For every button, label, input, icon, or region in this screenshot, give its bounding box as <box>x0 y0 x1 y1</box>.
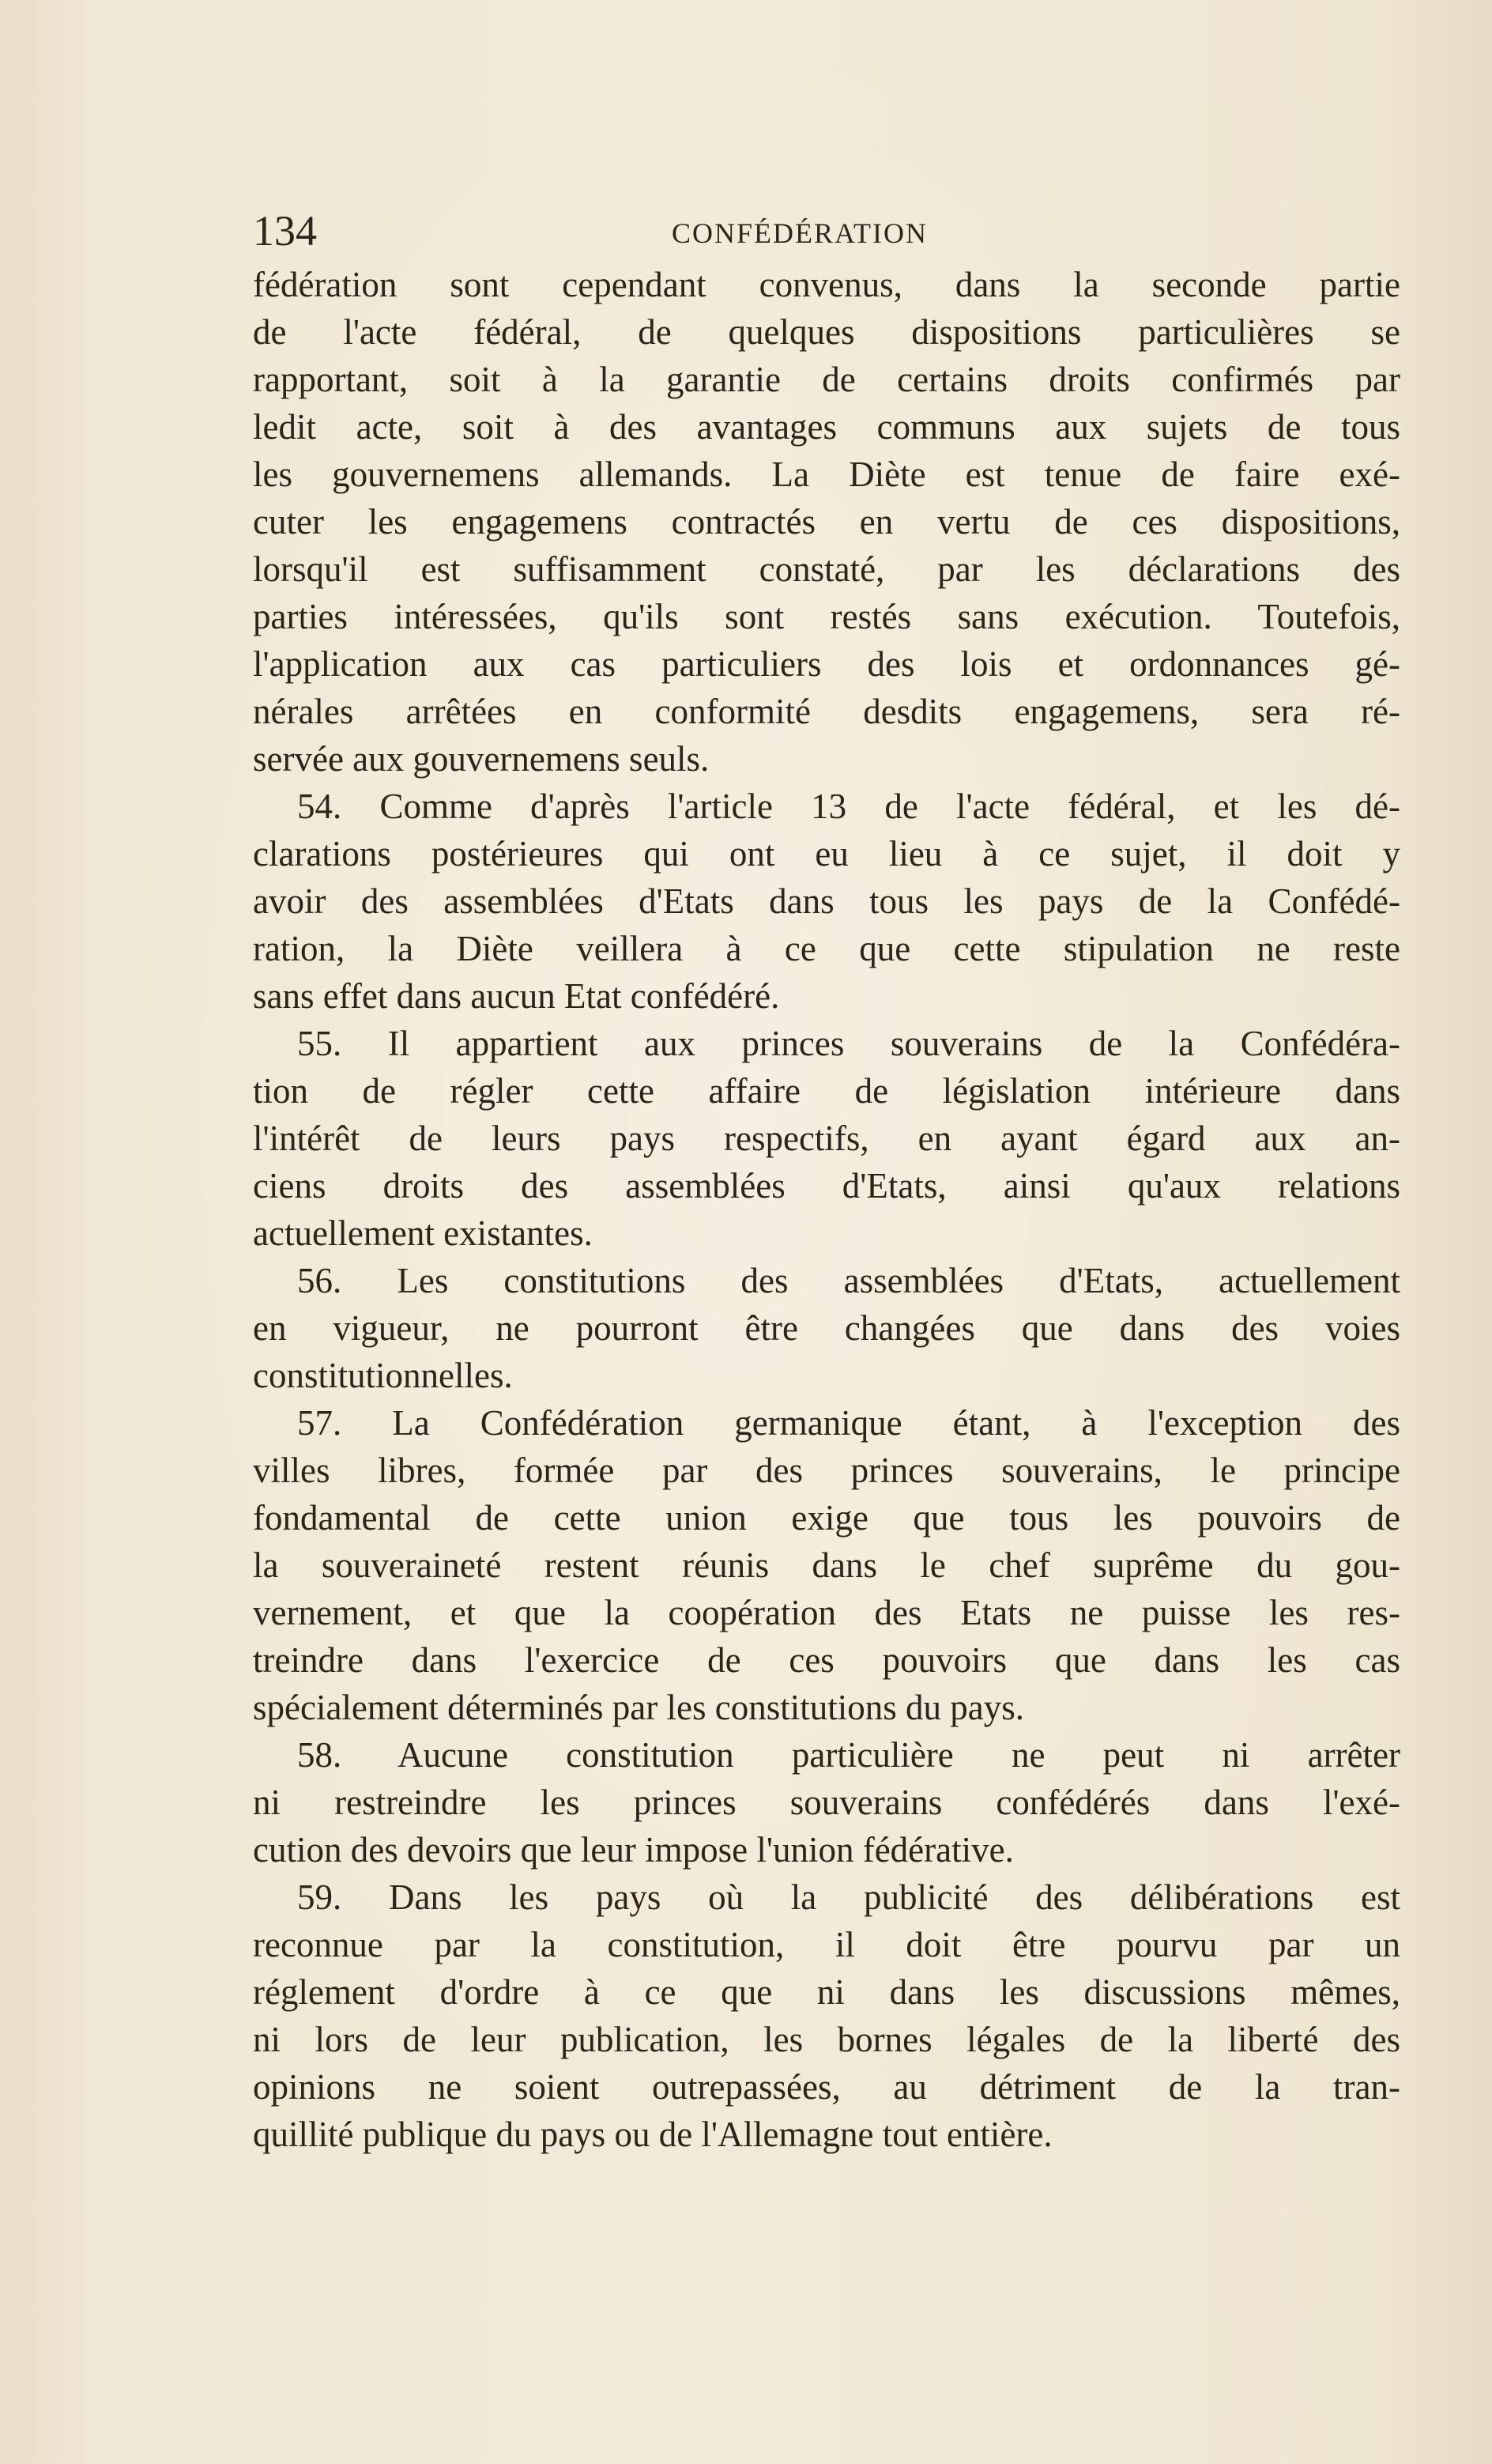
text-line: 58. Aucune constitution particulière ne peut ni arrêter <box>297 1735 1400 1775</box>
text-line: sans effet dans aucun Etat confédéré. <box>253 976 780 1016</box>
text-line: cuter les engagemens contractés en vertu de ces dispositions, <box>253 502 1400 541</box>
text-line: actuellement existantes. <box>253 1213 593 1253</box>
text-line: l'intérêt de leurs pays respectifs, en ayant égard aux an- <box>253 1119 1400 1158</box>
text-line: nérales arrêtées en conformité desdits engagemens, sera ré- <box>253 692 1400 731</box>
text-line: en vigueur, ne pourront être changées que dans des voies <box>253 1308 1400 1348</box>
body-text <box>253 261 1400 2158</box>
article-58 <box>253 1731 1400 1873</box>
text-line: tion de régler cette affaire de législation intérieure dans <box>253 1071 1400 1111</box>
text-line: rapportant, soit à la garantie de certains droits confirmés par <box>253 360 1400 399</box>
text-line: fondamental de cette union exige que tous les pouvoirs de <box>253 1498 1400 1538</box>
text-line: l'application aux cas particuliers des lois et ordonnances gé- <box>253 644 1400 684</box>
text-line: 57. La Confédération germanique étant, à l'exception des <box>297 1403 1400 1443</box>
text-line: 54. Comme d'après l'article 13 de l'acte fédéral, et les dé- <box>297 787 1400 826</box>
article-57 <box>253 1399 1400 1731</box>
text-line: ledit acte, soit à des avantages communs aux sujets de tous <box>253 407 1400 447</box>
text-line: vernement, et que la coopération des Etats ne puisse les res- <box>253 1593 1400 1632</box>
article-55 <box>253 1020 1400 1257</box>
text-line: ni restreindre les princes souverains confédérés dans l'exé- <box>253 1783 1400 1822</box>
text-line: servée aux gouvernemens seuls. <box>253 739 710 779</box>
text-line: quillité publique du pays ou de l'Allemagne tout entière. <box>253 2115 1053 2154</box>
text-line: constitutionnelles. <box>253 1356 513 1395</box>
article-54 <box>253 783 1400 1020</box>
text-line: réglement d'ordre à ce que ni dans les discussions mêmes, <box>253 1972 1400 2012</box>
text-line: opinions ne soient outrepassées, au détriment de la tran- <box>253 2067 1400 2107</box>
text-line: 55. Il appartient aux princes souverains de la Confédéra- <box>297 1024 1400 1063</box>
text-line: ciens droits des assemblées d'Etats, ainsi qu'aux relations <box>253 1166 1400 1206</box>
running-head: CONFÉDÉRATION <box>672 217 929 249</box>
page-header <box>253 207 1422 255</box>
text-line: spécialement déterminés par les constitutions du pays. <box>253 1688 1025 1727</box>
text-line: parties intéressées, qu'ils sont restés sans exécution. Toutefois, <box>253 597 1400 636</box>
text-line: cution des devoirs que leur impose l'union fédérative. <box>253 1830 1014 1870</box>
text-line: la souveraineté restent réunis dans le chef suprême du gou- <box>253 1545 1400 1585</box>
paragraph-continued <box>253 261 1400 783</box>
text-line: treindre dans l'exercice de ces pouvoirs que dans les cas <box>253 1640 1400 1680</box>
text-line: lorsqu'il est suffisamment constaté, par les déclarations des <box>253 549 1400 589</box>
text-line: fédération sont cependant convenus, dans la seconde partie <box>253 265 1400 304</box>
text-line: 56. Les constitutions des assemblées d'Etats, actuellement <box>297 1261 1400 1300</box>
text-line: reconnue par la constitution, il doit être pourvu par un <box>253 1925 1400 1964</box>
text-line: villes libres, formée par des princes souverains, le principe <box>253 1451 1400 1490</box>
text-line: les gouvernemens allemands. La Diète est tenue de faire exé- <box>253 455 1400 494</box>
text-line: ni lors de leur publication, les bornes légales de la liberté des <box>253 2020 1400 2059</box>
text-line: clarations postérieures qui ont eu lieu à ce sujet, il doit y <box>253 834 1400 874</box>
text-line: 59. Dans les pays où la publicité des délibérations est <box>297 1877 1400 1917</box>
page-number: 134 <box>253 207 317 255</box>
article-56 <box>253 1257 1400 1399</box>
article-59 <box>253 1873 1400 2158</box>
text-line: ration, la Diète veillera à ce que cette stipulation ne reste <box>253 929 1400 968</box>
text-line: avoir des assemblées d'Etats dans tous les pays de la Confédé- <box>253 881 1400 921</box>
text-line: de l'acte fédéral, de quelques dispositions particulières se <box>253 312 1400 352</box>
